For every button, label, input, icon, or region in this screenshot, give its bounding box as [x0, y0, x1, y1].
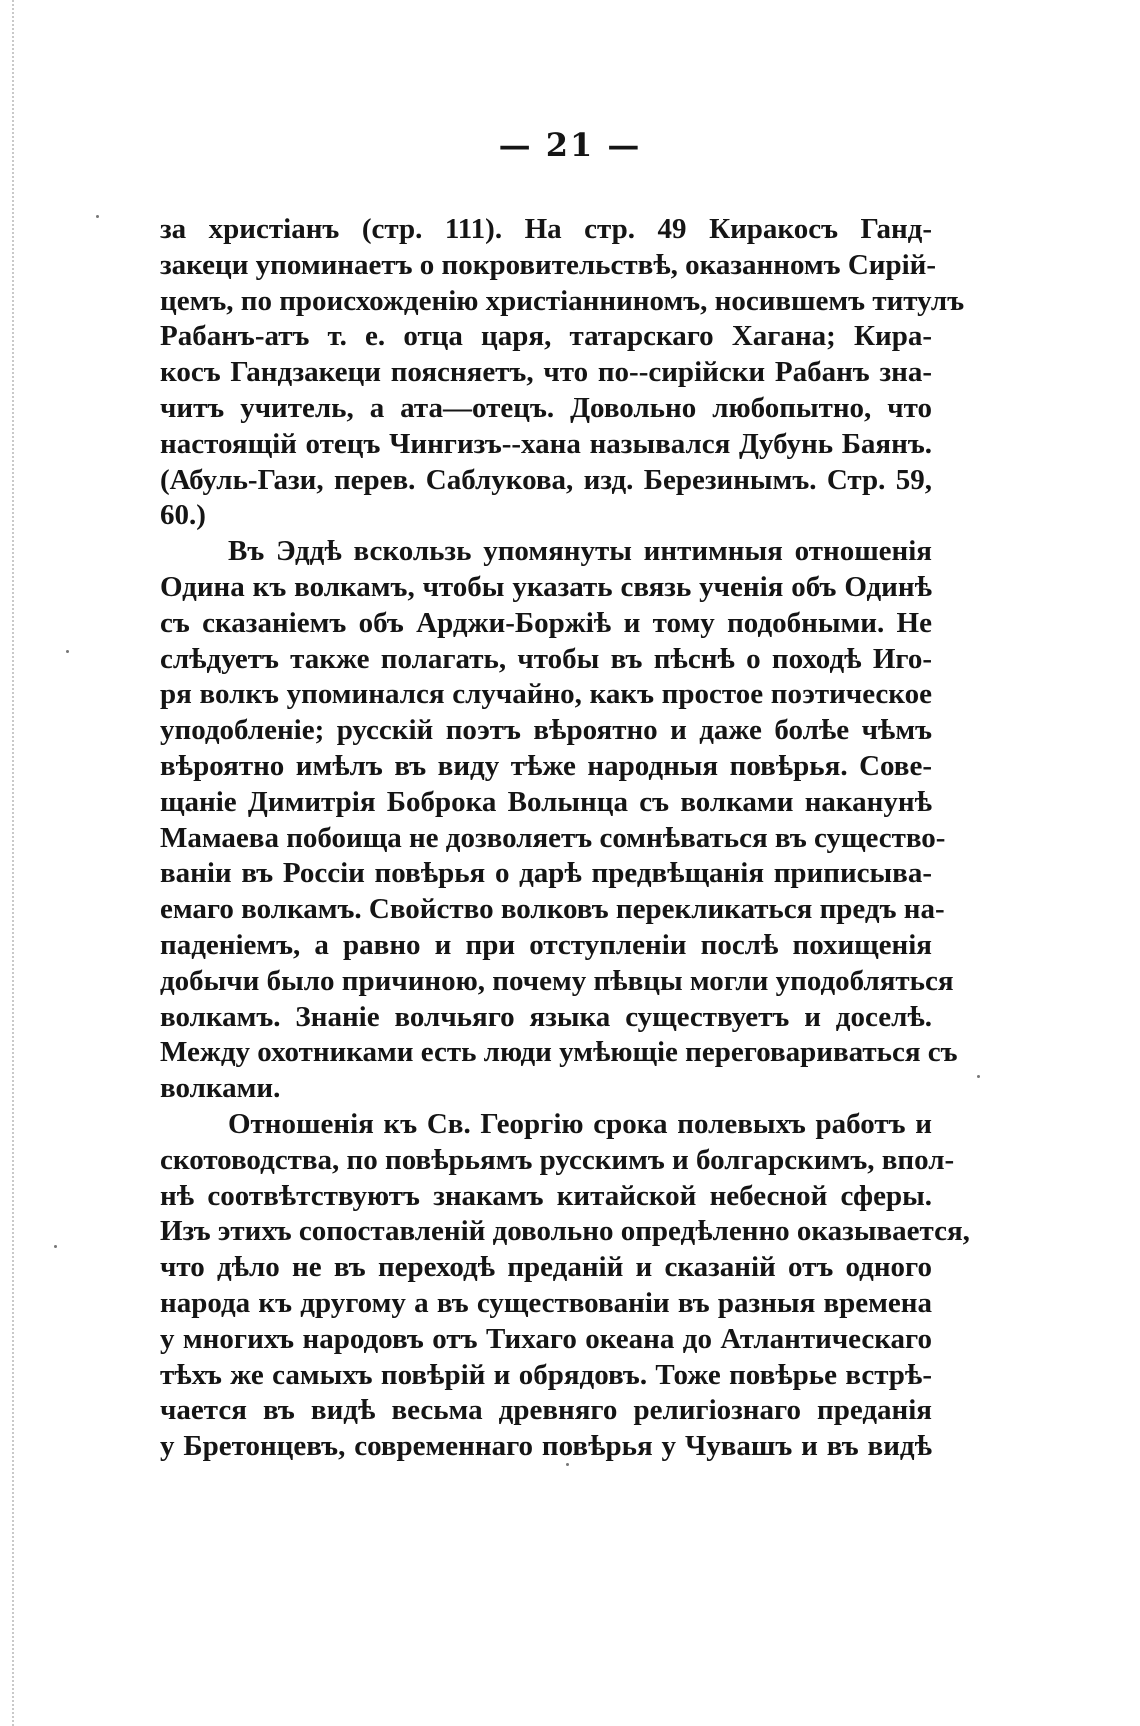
- text-line: за христіанъ (стр. 111). На стр. 49 Киракосъ Ганд-: [160, 213, 932, 245]
- scan-speck: [66, 650, 69, 653]
- text-line: 60.): [160, 499, 206, 532]
- page-number: — 21 —: [498, 126, 642, 164]
- text-line: ря волкъ упоминался случайно, какъ простое поэтическое: [160, 678, 932, 711]
- scan-speck: [977, 1075, 980, 1078]
- scan-speck: [96, 215, 99, 218]
- text-line: волкамъ. Знаніе волчьяго языка существуетъ и доселѣ.: [160, 1000, 932, 1033]
- text-line: паденіемъ, а равно и при отступленіи послѣ похищенія: [160, 928, 932, 961]
- text-line: добычи было причиною, почему пѣвцы могли уподобляться: [160, 964, 954, 997]
- text-line: цемъ, по происхожденію христіанниномъ, носившемъ титулъ: [160, 284, 965, 317]
- text-line: Одина къ волкамъ, чтобы указать связь ученія объ Одинѣ: [160, 570, 932, 603]
- text-line: чается въ видѣ весьма древняго религіознаго преданія: [160, 1394, 932, 1427]
- text-line: настоящій отецъ Чингизъ--хана назывался Дубунь Баянъ.: [160, 427, 932, 460]
- text-line: закеци упоминаетъ о покровительствѣ, оказанномъ Сирій-: [160, 248, 937, 281]
- text-line: косъ Гандзакеци поясняетъ, что по--сирійски Рабанъ зна-: [160, 356, 932, 389]
- text-line: у Бретонцевъ, современнаго повѣрья у Чувашъ и въ видѣ: [160, 1430, 932, 1463]
- text-line: (Абуль-Гази, перев. Саблукова, изд. Березинымъ. Стр. 59,: [160, 463, 932, 496]
- text-line: Рабанъ-атъ т. е. отца царя, татарскаго Хагана; Кира-: [160, 320, 932, 353]
- paragraph-start: Въ Эддѣ вскользь упомянуты интимныя отношенія: [228, 535, 932, 568]
- text-line: уподобленіе; русскій поэтъ вѣроятно и даже болѣе чѣмъ: [160, 714, 932, 747]
- scan-speck: [566, 1463, 569, 1466]
- text-line: ваніи въ Россіи повѣрья о дарѣ предвѣщанія приписыва-: [160, 857, 932, 890]
- text-line: скотоводства, по повѣрьямъ русскимъ и болгарскимъ, впол-: [160, 1143, 955, 1176]
- text-line: вѣроятно имѣлъ въ виду тѣже народныя повѣрья. Сове-: [160, 749, 932, 782]
- text-line: съ сказаніемъ объ Арджи-Боржіѣ и тому подобными. Не: [160, 606, 932, 639]
- scan-speck: [54, 1245, 57, 1248]
- text-line: слѣдуетъ также полагать, чтобы въ пѣснѣ о походѣ Иго-: [160, 642, 932, 675]
- text-line: волками.: [160, 1072, 281, 1105]
- text-line: емаго волкамъ. Свойство волковъ перекликаться предъ на-: [160, 893, 945, 926]
- body-text: [160, 212, 970, 1465]
- text-line: Мамаева побоища не дозволяетъ сомнѣваться въ существо-: [160, 821, 946, 854]
- text-line: народа къ другому а въ существованіи въ разныя времена: [160, 1286, 932, 1319]
- page-edge-margin: [0, 0, 14, 1726]
- text-line: что дѣло не въ переходѣ преданій и сказаній отъ одного: [160, 1251, 932, 1284]
- text-line: щаніе Димитрія Боброка Волынца съ волками наканунѣ: [160, 785, 932, 818]
- text-line: читъ учитель, а ата—отецъ. Довольно любопытно, что: [160, 391, 932, 424]
- text-line: нѣ соотвѣтствуютъ знакамъ китайской небесной сферы.: [160, 1179, 932, 1212]
- text-line: тѣхъ же самыхъ повѣрій и обрядовъ. Тоже повѣрье встрѣ-: [160, 1358, 932, 1391]
- text-line: Между охотниками есть люди умѣющіе переговариваться съ: [160, 1036, 958, 1069]
- text-line: Изъ этихъ сопоставленій довольно опредѣленно оказывается,: [160, 1215, 970, 1248]
- text-line: у многихъ народовъ отъ Тихаго океана до Атлантическаго: [160, 1322, 932, 1355]
- paragraph-start: Отношенія къ Св. Георгію срока полевыхъ работъ и: [228, 1107, 932, 1140]
